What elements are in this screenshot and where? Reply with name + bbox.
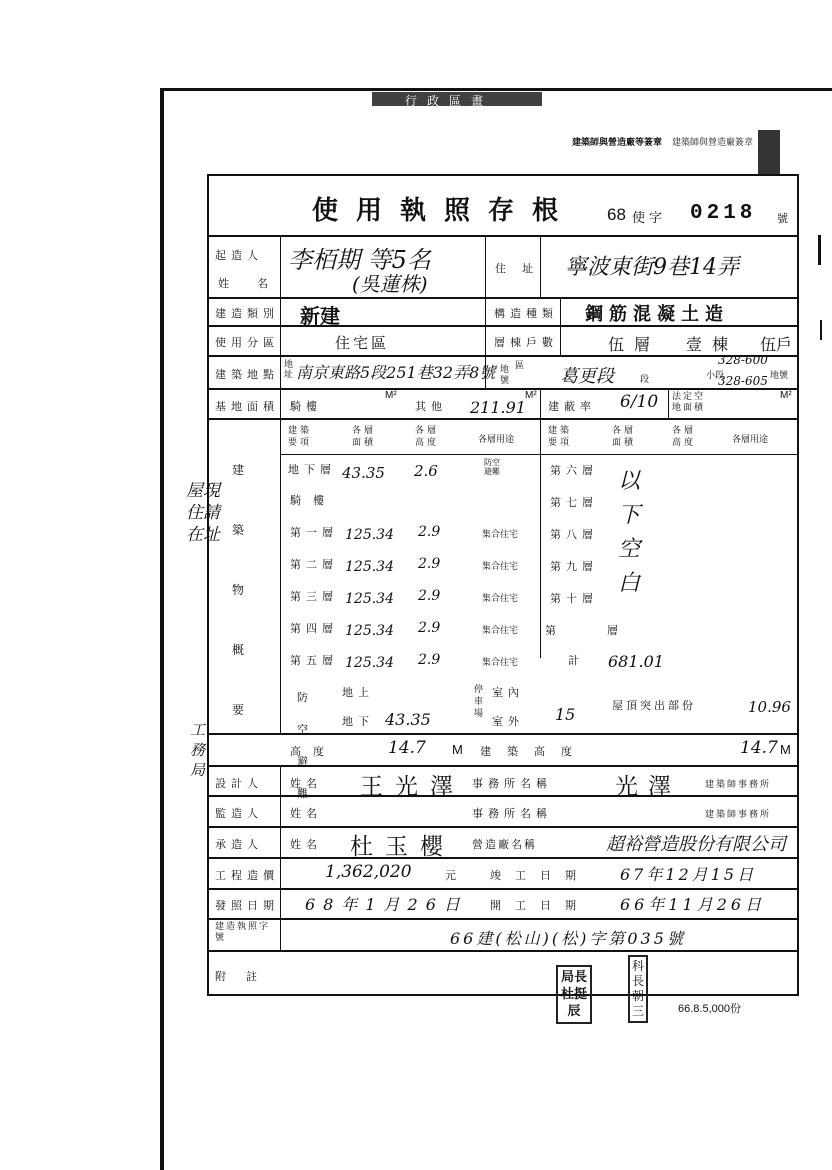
parking-label: 停車場 (474, 685, 484, 719)
type-divider-3 (560, 297, 561, 355)
units-value: 伍戶 (760, 335, 793, 354)
build-permit-label: 建造執照字號 (215, 922, 271, 943)
contractor-office-label: 營造廠名稱 (472, 838, 537, 851)
lot-prefix: 區 (515, 361, 525, 371)
zone-label: 使用分區 (215, 336, 279, 349)
rule-4 (207, 355, 799, 357)
form-title: 使用執照存根 (312, 196, 577, 226)
land-divider-2 (540, 388, 541, 418)
parking-outdoor-value: 15 (555, 705, 576, 724)
coverage-label: 建蔽率 (548, 400, 596, 413)
doc-no-year: 68 (607, 205, 626, 224)
roof-label: 屋頂突出部份 (612, 699, 696, 712)
rule-5 (207, 388, 799, 390)
ft-left-height-0: 2.6 (414, 462, 438, 480)
rule-10 (207, 826, 799, 828)
shelter-above: 地上 (342, 686, 374, 699)
stamp-1: 科長朝三 (628, 955, 648, 1023)
doc-no-suffix: 號 (777, 212, 788, 225)
page-edge-right-2 (820, 320, 822, 340)
ft-left-height-3: 2.9 (418, 556, 441, 572)
start-label: 開工日期 (490, 899, 590, 912)
shelter-below-value: 43.35 (385, 710, 431, 729)
ft-col-side (280, 418, 281, 733)
blocks-value: 壹棟 (686, 335, 739, 354)
ft-left-area-4: 125.34 (345, 591, 394, 607)
print-note: 66.8.5,000份 (678, 1003, 741, 1015)
height-unit: M (452, 742, 463, 757)
ft-head-left-2: 各層高度 (415, 426, 440, 448)
ft-right-name-2: 第八層 (550, 528, 598, 541)
type-divider (280, 297, 281, 388)
rule-8 (207, 765, 799, 767)
designer-label: 設計人 (215, 777, 263, 790)
designer-name-label: 姓名 (290, 777, 322, 790)
ft-left-height-5: 2.9 (418, 620, 441, 636)
ft-left-area-6: 125.34 (345, 655, 394, 671)
ft-head-left-0: 建築要項 (288, 426, 313, 448)
top-stamp-text: 行政區畫 (405, 94, 494, 108)
rule-14 (207, 950, 799, 952)
contractor-name-label: 姓名 (290, 838, 322, 851)
top-right-bar (758, 130, 780, 176)
cost-label: 工程造價 (215, 869, 279, 882)
completion-value: 67年12月15日 (620, 865, 757, 884)
stamp-2: 局長杜挺辰 (556, 965, 592, 1024)
lot-numbers-2: 328-605 (718, 374, 768, 388)
ft-left-name-0: 地下層 (288, 463, 336, 476)
build-height-value: 14.7 (740, 738, 778, 758)
ft-left-height-4: 2.9 (418, 588, 441, 604)
type-label: 建造類別 (215, 307, 279, 320)
ft-left-use-4: 集合住宅 (482, 594, 519, 604)
ft-left-use-2: 集合住宅 (482, 530, 519, 540)
ft-head-rule (280, 454, 799, 455)
ft-left-name-3: 第二層 (290, 558, 338, 571)
completion-label: 竣工日期 (490, 869, 590, 882)
contractor-name: 杜玉櫻 (350, 834, 455, 860)
ft-left-use-6: 集合住宅 (482, 658, 519, 668)
rule-1 (207, 235, 799, 237)
ft-left-name-5: 第四層 (290, 622, 338, 635)
ft-left-use-0: 防空避難 (484, 458, 500, 476)
rule-11 (207, 857, 799, 859)
ft-left-name-4: 第三層 (290, 590, 338, 603)
rule-9 (207, 795, 799, 797)
ft-left-area-5: 125.34 (345, 623, 394, 639)
location-label: 建築地點 (215, 368, 279, 381)
lot-numbers-1: 328-600 (718, 353, 768, 367)
people-divider (280, 765, 281, 950)
location-prefix: 地址 (284, 360, 294, 380)
ft-head-right-3: 各層用途 (732, 435, 769, 445)
ft-left-height-2: 2.9 (418, 524, 441, 540)
build-permit: 66建(松山)(松)字第035號 (450, 929, 686, 948)
ft-left-area-2: 125.34 (345, 527, 394, 543)
ft-head-right-1: 各層面積 (612, 426, 637, 448)
ft-total-label: 計 (568, 654, 584, 667)
supervisor-name-label: 姓名 (290, 807, 322, 820)
lot-district: 葛更段 (560, 366, 614, 387)
legal-open-label: 法定空地面積 (672, 392, 706, 413)
doc-no: 0218 (690, 202, 757, 225)
shelter-label: 防空避難 (297, 691, 308, 800)
land-m2-2: M² (525, 390, 537, 401)
floors-label: 層棟戶數 (494, 336, 558, 349)
designer-office: 光澤 (615, 774, 681, 800)
rule-13 (207, 918, 799, 920)
designer-office-label: 事務所名稱 (472, 777, 552, 790)
page-border-top (160, 88, 832, 91)
parking-indoor: 室內 (492, 686, 524, 699)
land-m2-1: M² (385, 390, 397, 401)
designer-office-suffix: 建築師事務所 (705, 780, 772, 790)
owner-label-2: 姓名 (218, 277, 296, 290)
ft-head-left-1: 各層面積 (352, 426, 377, 448)
page-border-left (160, 88, 164, 1170)
ft-side-label: 建築物概要 (232, 463, 245, 717)
land-other-label: 其他 (415, 400, 447, 413)
ft-head-right-0: 建築要項 (548, 426, 573, 448)
cost-unit: 元 (445, 869, 461, 882)
ft-left-name-1: 騎樓 (290, 494, 336, 507)
supervisor-label: 監造人 (215, 807, 263, 820)
build-height-unit: M (780, 742, 791, 757)
ft-head-left-3: 各層用途 (478, 435, 515, 445)
land-other-value: 211.91 (470, 398, 526, 417)
shelter-below: 地下 (342, 715, 374, 728)
structure-label: 構造種類 (494, 307, 558, 320)
owner-name-2: (吳蓮株) (352, 272, 428, 296)
zone-value: 住宅區 (335, 334, 390, 352)
permit-date-label: 發照日期 (215, 899, 279, 912)
owner-label-1: 起造人 (215, 249, 263, 262)
owner-name: 李栢期 等5名 (288, 246, 431, 274)
left-note: 屋現住請在址 (186, 481, 220, 545)
ft-right-name-5: 第 層 (545, 624, 638, 637)
roof-value: 10.96 (748, 698, 791, 716)
page-edge-right (818, 235, 821, 265)
cost-value: 1,362,020 (325, 862, 412, 882)
top-right-note-1: 建築師與營造廠等簽章 (572, 138, 663, 148)
lot-suffix: 地號 (770, 371, 789, 381)
location-value: 南京東路5段251巷32弄8號 (296, 363, 496, 382)
height-value: 14.7 (388, 738, 426, 758)
land-area-sub: 騎樓 (290, 400, 322, 413)
rule-2 (207, 297, 799, 299)
supervisor-office-label: 事務所名稱 (472, 807, 552, 820)
remarks-label: 附註 (215, 970, 277, 983)
subsection-label: 小段 (706, 371, 725, 381)
land-m2-3: M² (780, 390, 792, 401)
ft-left-use-3: 集合住宅 (482, 562, 519, 572)
ft-left-area-0: 43.35 (342, 464, 385, 482)
rule-6 (207, 418, 799, 420)
height-label: 高度 (290, 745, 336, 758)
ft-left-use-5: 集合住宅 (482, 626, 519, 636)
owner-address: 寧波東街9巷14弄 (565, 255, 739, 280)
rule-7 (207, 733, 799, 735)
rule-12 (207, 888, 799, 890)
lot-label: 地號 (500, 365, 510, 386)
left-note-2: 工務局 (190, 721, 206, 779)
land-divider-3 (668, 388, 669, 418)
parking-outdoor: 室外 (492, 715, 524, 728)
top-right-note-2: 建築師與營造廠簽章 (672, 138, 754, 148)
land-divider-1 (280, 388, 281, 418)
start-value: 66年11月26日 (620, 895, 766, 914)
doc-no-word: 使字 (632, 211, 667, 226)
ft-left-height-6: 2.9 (418, 652, 441, 668)
permit-date: 68年1月26日 (305, 895, 468, 914)
contractor-office: 超裕營造股份有限公司 (606, 834, 786, 855)
ft-left-name-6: 第五層 (290, 654, 338, 667)
address-label: 住址 (495, 262, 549, 275)
land-area-label: 基地面積 (215, 400, 279, 413)
structure-value: 鋼筋混凝土造 (585, 304, 729, 325)
owner-divider-2 (485, 235, 486, 297)
ft-left-area-3: 125.34 (345, 559, 394, 575)
ft-head-right-2: 各層高度 (672, 426, 697, 448)
designer-name: 王光澤 (360, 774, 465, 800)
ft-right-name-1: 第七層 (550, 496, 598, 509)
ft-total-value: 681.01 (608, 652, 664, 671)
ft-right-name-0: 第六層 (550, 464, 598, 477)
supervisor-office-suffix: 建築師事務所 (705, 810, 772, 820)
build-height-label: 建築高度 (480, 745, 588, 758)
contractor-label: 承造人 (215, 838, 263, 851)
lot-district-sub: 段 (640, 375, 650, 385)
ft-left-name-2: 第一層 (290, 526, 338, 539)
coverage-value: 6/10 (620, 392, 659, 412)
ft-right-name-3: 第九層 (550, 560, 598, 573)
type-value: 新建 (300, 304, 340, 328)
floors-value: 伍層 (608, 335, 661, 354)
ft-right-name-4: 第十層 (550, 592, 598, 605)
ft-blank-note: 以下空白 (618, 469, 641, 596)
